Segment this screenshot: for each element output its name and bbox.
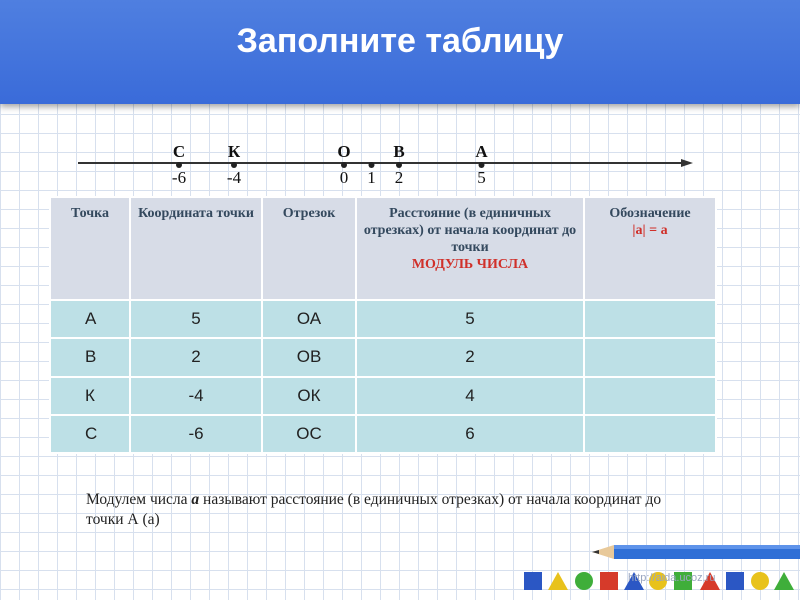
point-label: К xyxy=(227,142,241,161)
definition-text xyxy=(86,490,686,530)
cell-point: С xyxy=(50,415,130,453)
pencil-decoration xyxy=(592,544,800,560)
number-line-axis xyxy=(78,140,693,190)
definition-part2: называют расстояние (в единичных отрезках) от начала координат до точки А (а) xyxy=(86,491,662,528)
point-coordinate: 0 xyxy=(339,168,349,187)
cell-notation xyxy=(584,415,716,453)
cell-notation xyxy=(584,338,716,376)
cell-distance: 5 xyxy=(356,300,584,338)
cell-segment: ОС xyxy=(262,415,356,453)
table-row xyxy=(50,300,716,338)
definition-part1: Модулем числа xyxy=(86,491,192,508)
cell-segment: ОК xyxy=(262,377,356,415)
cell-coordinate: -4 xyxy=(130,377,262,415)
page-title: Заполните таблицу xyxy=(236,22,564,60)
cell-coordinate: -6 xyxy=(130,415,262,453)
definition-variable: a xyxy=(191,491,200,508)
cell-distance: 4 xyxy=(356,377,584,415)
header-coordinate: Координата точки xyxy=(130,197,262,300)
point-coordinate: 5 xyxy=(477,168,486,187)
watermark: http://aida.ucoz.ru xyxy=(628,572,716,584)
header-notation-text: Обозначение xyxy=(609,206,691,221)
point-coordinate: -6 xyxy=(171,168,187,187)
point-label: С xyxy=(172,142,186,161)
cell-point: А xyxy=(50,300,130,338)
cell-point: В xyxy=(50,338,130,376)
header-distance-highlight: МОДУЛЬ ЧИСЛА xyxy=(411,257,529,272)
cell-coordinate: 2 xyxy=(130,338,262,376)
cell-distance: 6 xyxy=(356,415,584,453)
point-coordinate: 2 xyxy=(394,168,404,187)
point-label: О xyxy=(337,142,351,161)
point-coordinate: 1 xyxy=(367,168,376,187)
header-segment: Отрезок xyxy=(262,197,356,300)
cell-distance: 2 xyxy=(356,338,584,376)
header-distance-text: Расстояние (в единичных отрезках) от начала координат до точки xyxy=(363,206,577,255)
cell-notation xyxy=(584,377,716,415)
cell-notation xyxy=(584,300,716,338)
point-label: В xyxy=(393,142,405,161)
cell-point: К xyxy=(50,377,130,415)
header-point: Точка xyxy=(50,197,130,300)
header-notation xyxy=(584,197,716,300)
header-notation-formula: |a| = a xyxy=(632,223,668,238)
cell-segment: ОА xyxy=(262,300,356,338)
table-row xyxy=(50,415,716,453)
table-row xyxy=(50,377,716,415)
cell-segment: ОВ xyxy=(262,338,356,376)
cell-coordinate: 5 xyxy=(130,300,262,338)
title-banner xyxy=(0,0,800,104)
header-distance xyxy=(356,197,584,300)
point-label: А xyxy=(475,142,488,161)
table-row xyxy=(50,338,716,376)
number-line xyxy=(78,140,693,190)
coordinates-table xyxy=(49,196,715,454)
point-coordinate: -4 xyxy=(226,168,242,187)
